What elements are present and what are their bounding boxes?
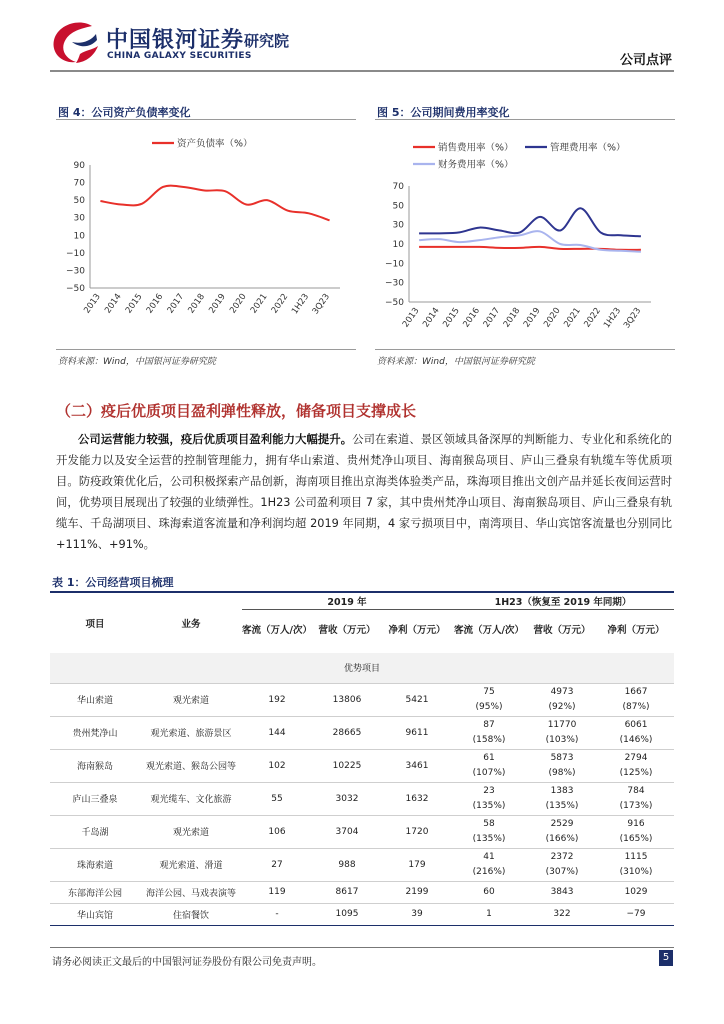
cell-revenue-2019 (312, 716, 382, 749)
cell-profit-2019-value: 179 (408, 859, 426, 870)
cell-revenue-2019 (312, 903, 382, 925)
cell-flow-1h23-recovery: (95%) (475, 702, 503, 712)
cell-revenue-1h23 (526, 683, 598, 716)
cell-revenue-2019 (312, 683, 382, 716)
cell-flow-2019 (242, 782, 312, 815)
x-tick-label: 2019 (207, 291, 228, 316)
cell-profit-1h23-recovery: (173%) (619, 801, 653, 811)
cell-profit-2019 (382, 848, 452, 881)
footer-disclaimer: 请务必阅读正文最后的中国银河证券股份有限公司免责声明。 (52, 957, 322, 968)
x-tick-label: 2016 (461, 305, 483, 330)
cell-project-value: 华山索道 (76, 696, 113, 706)
series-line-0 (100, 186, 329, 221)
header-period-2019: 2019 年 (242, 593, 452, 609)
y-tick-label: 90 (73, 161, 85, 171)
cell-profit-2019-value: 1632 (405, 793, 429, 804)
header-revenue-2019: 营收（万元） (318, 625, 376, 637)
cell-profit-1h23-value: −79 (626, 909, 646, 919)
cell-revenue-2019-value: 28665 (332, 727, 362, 738)
section-paragraph (56, 429, 672, 555)
cell-profit-1h23 (598, 903, 674, 925)
logo-english-name: CHINA GALAXY SECURITIES (107, 51, 252, 61)
cell-revenue-1h23-recovery: (166%) (545, 834, 579, 844)
legend-label: 资产负债率（%） (177, 138, 253, 150)
y-tick-label: 70 (73, 178, 85, 189)
x-tick-label: 3Q23 (310, 291, 333, 317)
cell-revenue-2019 (312, 848, 382, 881)
company-logo-icon (50, 20, 100, 66)
cell-flow-1h23-recovery: (135%) (472, 801, 506, 811)
cell-revenue-1h23-value: 3843 (550, 887, 574, 897)
table-row (50, 716, 674, 749)
cell-flow-2019 (242, 716, 312, 749)
cell-flow-1h23-recovery: (158%) (472, 735, 506, 745)
cell-flow-1h23 (452, 903, 526, 925)
cell-business-value: 观光索道、旅游景区 (150, 729, 232, 739)
logo-chinese-name: 中国银河证券 (106, 28, 245, 53)
table-row (50, 903, 674, 925)
cell-project-value: 海南猴岛 (76, 762, 113, 772)
y-tick-label: −10 (66, 248, 85, 259)
x-tick-label: 2018 (501, 305, 523, 330)
cell-profit-1h23 (598, 749, 674, 782)
header-divider (50, 70, 674, 72)
cell-profit-1h23 (598, 716, 674, 749)
cell-revenue-1h23-value: 11770 (547, 720, 577, 730)
y-tick-label: −50 (385, 298, 404, 308)
figure-5-source: 资料来源：Wind，中国银河证券研究院 (377, 357, 535, 367)
cell-flow-1h23-value: 58 (483, 819, 495, 829)
cell-business (140, 848, 242, 881)
figure-4-top-rule (56, 119, 356, 120)
x-tick-label: 2021 (248, 291, 270, 316)
cell-profit-2019 (382, 749, 452, 782)
cell-revenue-1h23 (526, 903, 598, 925)
cell-revenue-1h23-recovery: (98%) (548, 768, 576, 778)
cell-profit-2019-value: 39 (411, 909, 423, 919)
cell-profit-2019-value: 5421 (405, 694, 429, 705)
figure-5-chart (375, 122, 675, 348)
x-tick-label: 2022 (582, 305, 604, 330)
cell-profit-2019 (382, 815, 452, 848)
table-row (50, 683, 674, 716)
page-number: 5 (659, 950, 673, 966)
cell-profit-1h23-value: 1029 (624, 887, 648, 897)
cell-profit-1h23-value: 916 (627, 819, 645, 829)
cell-profit-2019 (382, 881, 452, 903)
cell-flow-1h23 (452, 815, 526, 848)
x-tick-label: 2022 (269, 291, 291, 316)
figure-4-chart (56, 122, 356, 348)
cell-flow-1h23-recovery: (135%) (472, 834, 506, 844)
cell-business (140, 815, 242, 848)
cell-flow-2019-value: 119 (268, 887, 286, 897)
table-row (50, 782, 674, 815)
x-tick-label: 2017 (165, 291, 187, 316)
cell-revenue-2019 (312, 782, 382, 815)
x-tick-label: 2016 (144, 291, 166, 316)
header-project: 项目 (85, 619, 105, 630)
cell-business (140, 881, 242, 903)
cell-revenue-2019-value: 8617 (335, 887, 359, 897)
x-tick-label: 2014 (103, 291, 124, 316)
cell-revenue-1h23-value: 1383 (550, 786, 574, 796)
cell-profit-1h23-recovery: (165%) (619, 834, 653, 844)
cell-flow-1h23 (452, 848, 526, 881)
cell-business (140, 716, 242, 749)
paragraph-lead: 公司运营能力较强，疫后优质项目盈利能力大幅提升。 (78, 433, 353, 446)
x-tick-label: 2017 (481, 305, 503, 330)
x-tick-label: 2013 (400, 305, 422, 330)
figure-5-bottom-rule (375, 349, 675, 350)
y-tick-label: 30 (392, 220, 404, 231)
figure-4-source: 资料来源：Wind，中国银河证券研究院 (58, 357, 216, 367)
header-profit-2019: 净利（万元） (388, 625, 446, 637)
cell-flow-1h23-value: 75 (483, 687, 495, 697)
cell-flow-1h23-value: 87 (483, 720, 495, 730)
cell-business-value: 住宿餐饮 (172, 910, 209, 921)
cell-business (140, 683, 242, 716)
cell-flow-1h23-value: 61 (483, 753, 495, 763)
cell-revenue-1h23-recovery: (307%) (545, 867, 579, 877)
legend-label: 管理费用率（%） (550, 142, 626, 154)
x-tick-label: 1H23 (602, 305, 624, 331)
x-tick-label: 2020 (542, 305, 563, 330)
cell-flow-1h23-value: 41 (483, 852, 495, 862)
y-tick-label: 30 (73, 213, 85, 224)
table-group-label: 优势项目 (50, 653, 674, 683)
cell-revenue-1h23-value: 4973 (550, 687, 574, 697)
cell-project (50, 716, 140, 749)
cell-revenue-2019-value: 1095 (335, 909, 359, 919)
cell-project-value: 贵州梵净山 (72, 729, 118, 739)
cell-project-value: 千岛湖 (81, 828, 109, 838)
y-tick-label: 50 (73, 196, 85, 207)
cell-flow-1h23 (452, 782, 526, 815)
cell-revenue-1h23-value: 2529 (550, 819, 574, 829)
legend-label: 销售费用率（%） (438, 142, 514, 154)
cell-project-value: 珠海索道 (76, 861, 113, 871)
cell-profit-1h23-recovery: (87%) (622, 702, 650, 712)
logo-subtitle: 研究院 (244, 32, 290, 50)
cell-business-value: 观光缆车、文化旅游 (150, 795, 232, 805)
cell-profit-2019-value: 3461 (405, 760, 429, 771)
y-tick-label: −10 (385, 259, 404, 270)
y-tick-label: 70 (392, 182, 404, 192)
cell-profit-2019 (382, 782, 452, 815)
cell-flow-1h23-value: 1 (486, 909, 492, 919)
cell-revenue-2019-value: 3032 (335, 793, 359, 804)
x-tick-label: 2015 (123, 291, 145, 316)
cell-profit-2019 (382, 903, 452, 925)
cell-revenue-2019 (312, 881, 382, 903)
figure-4-title: 图 4：公司资产负债率变化 (58, 106, 191, 119)
cell-flow-1h23 (452, 683, 526, 716)
y-tick-label: 10 (392, 240, 404, 250)
cell-profit-1h23-value: 6061 (624, 720, 648, 730)
cell-business-value: 观光索道 (172, 696, 209, 706)
cell-profit-1h23 (598, 881, 674, 903)
cell-project (50, 815, 140, 848)
header-period-1h23: 1H23（恢复至 2019 年同期） (452, 593, 674, 609)
cell-revenue-1h23-value: 322 (553, 909, 571, 919)
cell-profit-1h23 (598, 848, 674, 881)
cell-flow-2019-value: 55 (271, 793, 283, 804)
cell-profit-1h23-value: 2794 (624, 753, 648, 763)
x-tick-label: 2018 (186, 291, 208, 316)
cell-flow-2019-value: 192 (268, 694, 286, 705)
cell-flow-2019-value: 144 (268, 727, 286, 738)
cell-flow-2019 (242, 881, 312, 903)
cell-flow-1h23-value: 60 (483, 887, 495, 897)
legend-label: 财务费用率（%） (438, 159, 514, 171)
cell-revenue-1h23 (526, 848, 598, 881)
cell-profit-1h23-recovery: (125%) (619, 768, 653, 778)
y-tick-label: 10 (73, 231, 85, 242)
cell-profit-1h23-recovery: (310%) (619, 867, 653, 877)
figure-4-bottom-rule (56, 349, 356, 350)
cell-business (140, 782, 242, 815)
cell-flow-2019-value: 106 (268, 826, 286, 837)
cell-revenue-1h23 (526, 815, 598, 848)
cell-business-value: 观光索道 (172, 828, 209, 838)
cell-flow-1h23 (452, 716, 526, 749)
cell-revenue-1h23 (526, 716, 598, 749)
cell-project-value: 东部海洋公园 (67, 888, 122, 899)
cell-flow-1h23-recovery: (107%) (472, 768, 506, 778)
cell-flow-1h23-value: 23 (483, 786, 495, 796)
cell-flow-2019-value: 27 (271, 859, 283, 870)
cell-business-value: 海洋公园、马戏表演等 (145, 888, 236, 899)
cell-project (50, 848, 140, 881)
cell-revenue-1h23 (526, 749, 598, 782)
cell-revenue-2019-value: 988 (338, 859, 356, 870)
cell-business (140, 903, 242, 925)
cell-flow-2019 (242, 683, 312, 716)
cell-project (50, 749, 140, 782)
header-flow-1h23: 客流（万人/次） (454, 625, 524, 637)
cell-profit-1h23-value: 784 (627, 786, 645, 796)
table-row (50, 881, 674, 903)
x-tick-label: 3Q23 (622, 305, 644, 331)
cell-business (140, 749, 242, 782)
cell-flow-2019 (242, 815, 312, 848)
cell-business-value: 观光索道、猴岛公园等 (145, 762, 236, 772)
cell-revenue-1h23-value: 5873 (550, 753, 574, 763)
cell-revenue-2019 (312, 815, 382, 848)
projects-table (50, 593, 674, 926)
table-title: 表 1：公司经营项目梳理 (52, 576, 174, 589)
cell-revenue-2019-value: 13806 (332, 694, 362, 705)
cell-profit-1h23 (598, 683, 674, 716)
cell-revenue-2019 (312, 749, 382, 782)
header-profit-1h23: 净利（万元） (607, 625, 665, 637)
cell-flow-1h23-recovery: (216%) (472, 867, 506, 877)
cell-profit-2019-value: 9611 (405, 727, 429, 738)
cell-revenue-1h23-recovery: (103%) (545, 735, 579, 745)
y-tick-label: −30 (385, 278, 404, 289)
x-tick-label: 2013 (82, 291, 103, 316)
cell-profit-2019 (382, 716, 452, 749)
cell-flow-2019-value: - (275, 909, 279, 919)
cell-flow-2019 (242, 749, 312, 782)
cell-revenue-1h23 (526, 782, 598, 815)
y-tick-label: −30 (66, 266, 85, 277)
table-row (50, 749, 674, 782)
header-business: 业务 (181, 619, 201, 630)
cell-business-value: 观光索道、滑道 (159, 861, 223, 871)
cell-flow-2019 (242, 903, 312, 925)
x-tick-label: 2015 (441, 305, 462, 330)
cell-profit-1h23-recovery: (146%) (619, 735, 653, 745)
x-tick-label: 2021 (562, 305, 583, 330)
cell-revenue-1h23-value: 2372 (550, 852, 574, 862)
cell-revenue-1h23-recovery: (135%) (545, 801, 579, 811)
cell-profit-2019-value: 1720 (405, 826, 429, 837)
cell-profit-1h23 (598, 815, 674, 848)
cell-profit-1h23 (598, 782, 674, 815)
cell-revenue-1h23-recovery: (92%) (548, 702, 576, 712)
cell-project (50, 683, 140, 716)
document-type: 公司点评 (619, 53, 672, 68)
cell-revenue-2019-value: 3704 (335, 826, 359, 837)
cell-profit-1h23-value: 1115 (624, 852, 648, 862)
header-flow-2019: 客流（万人/次） (242, 625, 312, 637)
x-tick-label: 1H23 (290, 291, 312, 317)
x-tick-label: 2014 (421, 305, 442, 330)
footer-divider (50, 947, 674, 948)
cell-profit-1h23-value: 1667 (624, 687, 648, 697)
header-revenue-1h23: 营收（万元） (533, 625, 591, 637)
cell-flow-2019-value: 102 (268, 760, 286, 771)
cell-revenue-2019-value: 10225 (332, 760, 362, 771)
figure-5-title: 图 5：公司期间费用率变化 (377, 106, 510, 119)
cell-project-value: 庐山三叠泉 (72, 795, 118, 805)
section-heading: （二）疫后优质项目盈利弹性释放，储备项目支撑成长 (56, 402, 417, 420)
cell-revenue-1h23 (526, 881, 598, 903)
paragraph-body: 公司在索道、景区领域具备深厚的判断能力、专业化和系统化的开发能力以及安全运营的控制管理能力，拥有华山索道、贵州梵净山项目、海南猴岛项目、庐山三叠泉有轨缆车等优质项目。防疫政策优化后，公司积极探索产品创新，海南项目推出京海类体验类产品，珠海项目推出文创产品并延长夜间运营时间，优势项目展现出了较强的业绩弹性。1H23 公司盈利项目 7 家，其中贵州梵净山项目、海南猴岛项目、庐山三叠泉有轨缆车、千岛湖项目、珠海索道客流量和净利润均超 2019 年同期，4 家亏损项目中，南湾项目、华山宾馆客流量也分别同比+111%、+91%。 (56, 433, 672, 551)
cell-project (50, 782, 140, 815)
x-tick-label: 2020 (228, 291, 249, 316)
cell-project (50, 881, 140, 903)
cell-flow-1h23 (452, 881, 526, 903)
cell-profit-2019 (382, 683, 452, 716)
cell-profit-2019-value: 2199 (405, 887, 429, 897)
table-row (50, 815, 674, 848)
cell-flow-2019 (242, 848, 312, 881)
y-tick-label: −50 (66, 284, 85, 294)
x-tick-label: 2019 (521, 305, 543, 330)
cell-flow-1h23 (452, 749, 526, 782)
cell-project (50, 903, 140, 925)
y-tick-label: 50 (392, 201, 404, 212)
cell-project-value: 华山宾馆 (76, 910, 113, 921)
table-row (50, 848, 674, 881)
figure-5-top-rule (375, 119, 675, 120)
